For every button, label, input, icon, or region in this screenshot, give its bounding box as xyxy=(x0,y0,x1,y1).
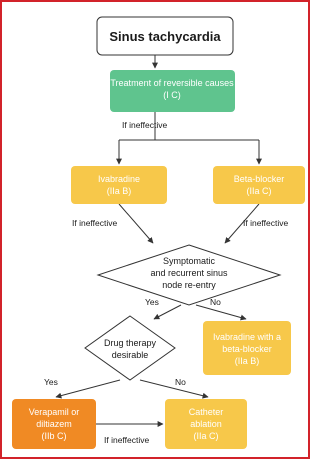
node-symptomatic-line1: Symptomatic xyxy=(162,256,216,266)
edge-label-no-2: No xyxy=(175,377,186,387)
node-ablation-line2: ablation xyxy=(190,419,222,429)
node-beta-blocker-line2: (IIa C) xyxy=(246,186,272,196)
node-drug-therapy-decision xyxy=(85,316,175,380)
diagram-frame xyxy=(1,1,309,458)
node-sinus-tachycardia xyxy=(97,17,233,55)
node-verapamil-line1: Verapamil or xyxy=(28,407,80,417)
edge-label-if-ineffective-right: If ineffective xyxy=(243,218,289,228)
node-verapamil-line3: (IIb C) xyxy=(41,431,67,441)
node-verapamil-diltiazem xyxy=(12,399,96,449)
node-ablation-line1: Catheter xyxy=(188,407,224,417)
node-reversible-causes-line1: Treatment of reversible causes xyxy=(110,78,234,88)
node-drug-therapy-line1: Drug therapy xyxy=(103,338,157,348)
node-combo-line3: (IIa B) xyxy=(234,356,260,366)
edge-label-yes-1: Yes xyxy=(145,297,159,307)
edge-drug-no xyxy=(140,380,208,397)
node-beta-blocker xyxy=(213,166,305,204)
edge-label-if-ineffective-bottom: If ineffective xyxy=(104,435,150,445)
node-sinus-tachycardia-label: Sinus tachycardia xyxy=(109,29,221,44)
edge-label-if-ineffective-left: If ineffective xyxy=(72,218,118,228)
node-verapamil-line2: diltiazem xyxy=(36,419,72,429)
node-ivabradine xyxy=(71,166,167,204)
node-symptomatic-line3: node re-entry xyxy=(162,280,216,290)
edge-ivabradine-to-symptomatic xyxy=(119,204,153,243)
node-ivabradine-beta-blocker xyxy=(203,321,291,375)
node-ivabradine-line2: (IIa B) xyxy=(106,186,132,196)
node-catheter-ablation xyxy=(165,399,247,449)
node-reversible-causes xyxy=(110,70,235,112)
node-ivabradine-line1: Ivabradine xyxy=(97,174,141,184)
node-symptomatic-decision xyxy=(98,245,280,305)
edge-label-if-ineffective-top: If ineffective xyxy=(122,120,168,130)
edge-drug-yes xyxy=(56,380,120,397)
node-combo-line2: beta-blocker xyxy=(222,344,272,354)
node-combo-line1: Ivabradine with a xyxy=(212,332,282,342)
node-beta-blocker-line1: Beta-blocker xyxy=(233,174,285,184)
node-ablation-line3: (IIa C) xyxy=(193,431,219,441)
node-drug-therapy-line2: desirable xyxy=(111,350,149,360)
edge-symptomatic-no xyxy=(196,305,246,319)
edge-label-no-1: No xyxy=(210,297,221,307)
edge-symptomatic-yes xyxy=(154,305,181,319)
edge-label-yes-2: Yes xyxy=(44,377,58,387)
node-symptomatic-line2: and recurrent sinus xyxy=(150,268,228,278)
node-reversible-causes-line2: (I C) xyxy=(163,90,181,100)
